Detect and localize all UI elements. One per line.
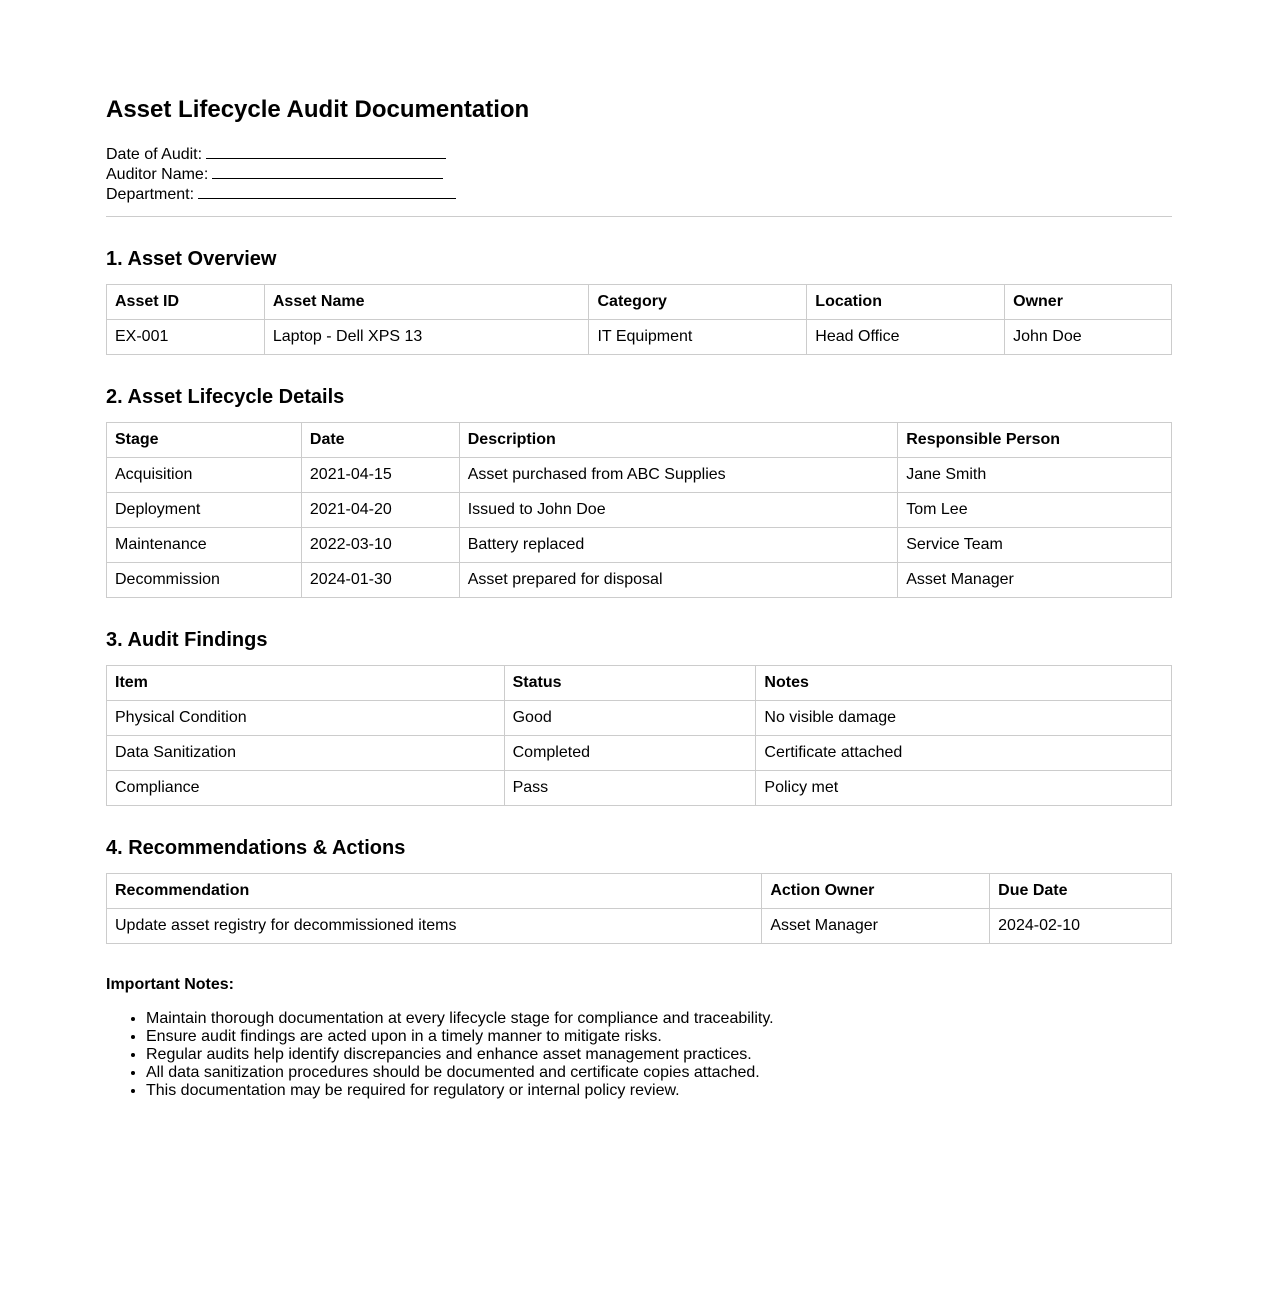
table-cell: EX-001 — [107, 320, 265, 355]
table-cell: Update asset registry for decommissioned items — [107, 909, 762, 944]
table-header-row — [107, 666, 1172, 701]
table-cell: Laptop - Dell XPS 13 — [264, 320, 589, 355]
table-cell: John Doe — [1005, 320, 1172, 355]
audit-meta-fields — [106, 144, 1172, 204]
audit-findings-table — [106, 665, 1172, 806]
table-cell: 2022-03-10 — [301, 528, 459, 563]
column-header: Notes — [756, 666, 1172, 701]
section-asset-overview-heading: 1. Asset Overview — [106, 248, 277, 270]
column-header: Responsible Person — [898, 423, 1172, 458]
list-item: • Ensure audit findings are acted upon in a timely manner to mitigate risks. — [146, 1028, 1172, 1046]
table-cell: No visible damage — [756, 701, 1172, 736]
list-item: • Maintain thorough documentation at every lifecycle stage for compliance and traceability. — [146, 1010, 1172, 1028]
column-header: Category — [589, 285, 807, 320]
table-row — [107, 909, 1172, 944]
table-cell: Completed — [504, 736, 756, 771]
department-field — [106, 184, 1172, 204]
table-cell: Compliance — [107, 771, 505, 806]
table-cell: Asset purchased from ABC Supplies — [459, 458, 898, 493]
column-header: Status — [504, 666, 756, 701]
section-audit-findings-heading: 3. Audit Findings — [106, 629, 268, 651]
header-divider — [106, 216, 1172, 217]
table-cell: IT Equipment — [589, 320, 807, 355]
table-cell: Certificate attached — [756, 736, 1172, 771]
table-row — [107, 563, 1172, 598]
date-of-audit-field — [106, 144, 1172, 164]
table-row — [107, 701, 1172, 736]
column-header: Item — [107, 666, 505, 701]
table-cell: 2024-02-10 — [990, 909, 1172, 944]
column-header: Date — [301, 423, 459, 458]
column-header: Owner — [1005, 285, 1172, 320]
table-cell: Maintenance — [107, 528, 302, 563]
table-cell: Asset Manager — [762, 909, 990, 944]
table-header-row — [107, 874, 1172, 909]
list-item: • All data sanitization procedures should be documented and certificate copies attached. — [146, 1064, 1172, 1082]
table-cell: 2024-01-30 — [301, 563, 459, 598]
table-cell: Battery replaced — [459, 528, 898, 563]
table-cell: Head Office — [807, 320, 1005, 355]
table-cell: Tom Lee — [898, 493, 1172, 528]
table-cell: Service Team — [898, 528, 1172, 563]
table-cell: Decommission — [107, 563, 302, 598]
important-notes-heading: Important Notes: — [106, 976, 234, 993]
table-row — [107, 493, 1172, 528]
list-item: • Regular audits help identify discrepancies and enhance asset management practices. — [146, 1046, 1172, 1064]
table-row — [107, 771, 1172, 806]
table-cell: Data Sanitization — [107, 736, 505, 771]
table-cell: Issued to John Doe — [459, 493, 898, 528]
recommendations-table — [106, 873, 1172, 944]
column-header: Asset Name — [264, 285, 589, 320]
table-cell: Physical Condition — [107, 701, 505, 736]
table-cell: 2021-04-15 — [301, 458, 459, 493]
document-title: Asset Lifecycle Audit Documentation — [106, 96, 530, 123]
list-item: • This documentation may be required for regulatory or internal policy review. — [146, 1082, 1172, 1100]
date-of-audit-blank[interactable] — [206, 144, 446, 159]
table-cell: Pass — [504, 771, 756, 806]
section-lifecycle-heading: 2. Asset Lifecycle Details — [106, 386, 345, 408]
table-cell: Good — [504, 701, 756, 736]
column-header: Location — [807, 285, 1005, 320]
table-row — [107, 458, 1172, 493]
table-header-row — [107, 285, 1172, 320]
column-header: Action Owner — [762, 874, 990, 909]
column-header: Due Date — [990, 874, 1172, 909]
date-of-audit-label: Date of Audit: — [106, 146, 203, 163]
department-label: Department: — [106, 186, 195, 203]
table-cell: Asset Manager — [898, 563, 1172, 598]
table-cell: Acquisition — [107, 458, 302, 493]
auditor-name-field — [106, 164, 1172, 184]
table-cell: 2021-04-20 — [301, 493, 459, 528]
table-row — [107, 736, 1172, 771]
department-blank[interactable] — [198, 184, 456, 199]
table-row — [107, 528, 1172, 563]
table-cell: Jane Smith — [898, 458, 1172, 493]
important-notes-list — [106, 1010, 1172, 1100]
table-header-row — [107, 423, 1172, 458]
auditor-name-label: Auditor Name: — [106, 166, 209, 183]
table-cell: Policy met — [756, 771, 1172, 806]
table-cell: Deployment — [107, 493, 302, 528]
section-recommendations-heading: 4. Recommendations & Actions — [106, 837, 406, 859]
table-row — [107, 320, 1172, 355]
lifecycle-details-table — [106, 422, 1172, 598]
asset-overview-table — [106, 284, 1172, 355]
column-header: Description — [459, 423, 898, 458]
auditor-name-blank[interactable] — [212, 164, 443, 179]
column-header: Asset ID — [107, 285, 265, 320]
column-header: Recommendation — [107, 874, 762, 909]
table-cell: Asset prepared for disposal — [459, 563, 898, 598]
column-header: Stage — [107, 423, 302, 458]
